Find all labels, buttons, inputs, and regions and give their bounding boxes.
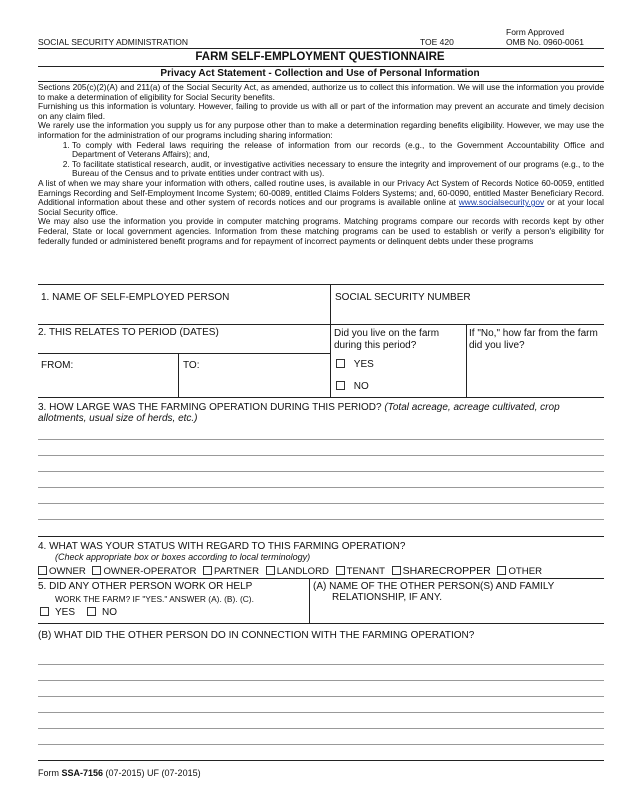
from-date-field[interactable] bbox=[40, 372, 174, 394]
live-no-label: NO bbox=[353, 381, 369, 392]
partner-checkbox[interactable] bbox=[203, 566, 212, 575]
form-number: SSA-7156 bbox=[61, 768, 104, 778]
form-approved: Form Approved bbox=[506, 27, 565, 37]
to-date-field[interactable] bbox=[182, 372, 326, 394]
q5b-label: (B) WHAT DID THE OTHER PERSON DO IN CONNECTION WITH THE FARMING OPERATION? bbox=[38, 630, 475, 641]
privacy-item-1: 1. To comply with Federal laws requiring the release of information from our records (e.g., to the Government Accountability Office and Department of Veterans Affairs); and, bbox=[72, 141, 604, 160]
q4-instructions: (Check appropriate box or boxes according to local terminology) bbox=[55, 552, 311, 562]
tenant-checkbox[interactable] bbox=[336, 566, 345, 575]
privacy-item-2: 2. To facilitate statistical research, audit, or investigative activities necessary to ensure the integrity and improvement of our programs (e.g., to the Bureau of the Census and to private entities under contract with us). bbox=[72, 160, 604, 179]
to-label: TO: bbox=[183, 360, 200, 371]
q4-label: 4. WHAT WAS YOUR STATUS WITH REGARD TO THIS FARMING OPERATION? bbox=[38, 541, 406, 552]
q5-label: 5. DID ANY OTHER PERSON WORK OR HELP bbox=[38, 581, 253, 592]
q5-yes-label: YES bbox=[55, 607, 76, 618]
omb-number: OMB No. 0960-0061 bbox=[506, 37, 584, 47]
status-options: OWNER OWNER-OPERATOR PARTNER LANDLORD TENANT SHARECROPPER OTHER bbox=[38, 565, 604, 577]
other-person-name-field[interactable] bbox=[313, 604, 602, 622]
distance-label: If "No," how far from the farm did you live? bbox=[469, 328, 598, 351]
q1-name-label: 1. NAME OF SELF-EMPLOYED PERSON bbox=[41, 292, 230, 303]
privacy-p5: We may also use the information you provide in computer matching programs. Matching programs compare our records with records kept by other Federal, State or local government agencies. Information from these matching programs can be used to establish or verify a person's eligibility for federally funded or administered benefit programs and for repayment of incorrect payments or delinquent debts under these programs bbox=[38, 216, 604, 246]
distance-field[interactable] bbox=[469, 354, 601, 394]
ssn-field[interactable] bbox=[334, 304, 602, 324]
q5-yes-checkbox[interactable] bbox=[40, 607, 49, 616]
live-no-checkbox[interactable] bbox=[336, 381, 345, 390]
q5-no-checkbox[interactable] bbox=[87, 607, 96, 616]
q5a-label: (A) NAME OF THE OTHER PERSON(S) AND FAMILY bbox=[313, 581, 555, 592]
toe-code: TOE 420 bbox=[420, 37, 454, 47]
owner-operator-checkbox[interactable] bbox=[92, 566, 101, 575]
form-footer: Form SSA-7156 (07-2015) UF (07-2015) bbox=[38, 768, 201, 778]
live-yes-checkbox[interactable] bbox=[336, 359, 345, 368]
from-label: FROM: bbox=[41, 360, 74, 371]
ssa-website-link[interactable]: www.socialsecurity.gov bbox=[458, 197, 545, 208]
ssn-label: SOCIAL SECURITY NUMBER bbox=[335, 292, 471, 303]
live-on-farm-label: Did you live on the farm during this period? bbox=[334, 328, 440, 351]
privacy-heading: Privacy Act Statement - Collection and Use of Personal Information bbox=[160, 68, 480, 79]
q5-label-2: WORK THE FARM? IF "YES." ANSWER (A). (B). (C). bbox=[55, 594, 254, 604]
privacy-p3: We rarely use the information you supply us for any purpose other than to make a determination regarding benefits eligibility. However, we may use the information for the administration of our programs including sharing information: bbox=[38, 120, 604, 140]
q3-label: 3. HOW LARGE WAS THE FARMING OPERATION DURING THIS PERIOD? (Total acreage, acreage cultivated, crop allotments, usual size of herds, etc.) bbox=[38, 402, 560, 424]
q5a-label-2: RELATIONSHIP, IF ANY. bbox=[332, 592, 443, 603]
privacy-p2: Furnishing us this information is voluntary. However, failing to provide us with all or part of the information may prevent an accurate and timely decision on any claim filed. bbox=[38, 101, 604, 121]
sharecropper-checkbox[interactable] bbox=[392, 566, 401, 575]
q2-period-label: 2. THIS RELATES TO PERIOD (DATES) bbox=[38, 327, 219, 338]
privacy-p4: A list of when we may share your information with others, called routine uses, is available in our Privacy Act System of Records Notice 60-0059, entitled Earnings Recording and Self-Employment Income System; 60-0089, entitled Claims Folders Systems; and, 60-0090, entitled Master Beneficiary Record. Additional information about these and other system of records notices and our programs is available online at www.socialsecurity.gov or at your local Social Security office. bbox=[38, 177, 604, 217]
agency-name: SOCIAL SECURITY ADMINISTRATION bbox=[38, 37, 189, 47]
q5b-answer-area[interactable] bbox=[38, 646, 604, 758]
privacy-statement bbox=[38, 83, 604, 246]
live-yes-label: YES bbox=[353, 359, 374, 370]
other-checkbox[interactable] bbox=[497, 566, 506, 575]
q5-no-label: NO bbox=[102, 607, 118, 618]
owner-checkbox[interactable] bbox=[38, 566, 47, 575]
self-employed-name-field[interactable] bbox=[40, 304, 326, 324]
q3-answer-area[interactable] bbox=[38, 424, 604, 536]
form-title: FARM SELF-EMPLOYMENT QUESTIONNAIRE bbox=[195, 51, 445, 63]
privacy-p1: Sections 205(c)(2)(A) and 211(a) of the Social Security Act, as amended, authorize us to collect this information. We will use the information you provide to make a determination of eligibility for Social Security benefits. bbox=[38, 82, 604, 102]
landlord-checkbox[interactable] bbox=[266, 566, 275, 575]
